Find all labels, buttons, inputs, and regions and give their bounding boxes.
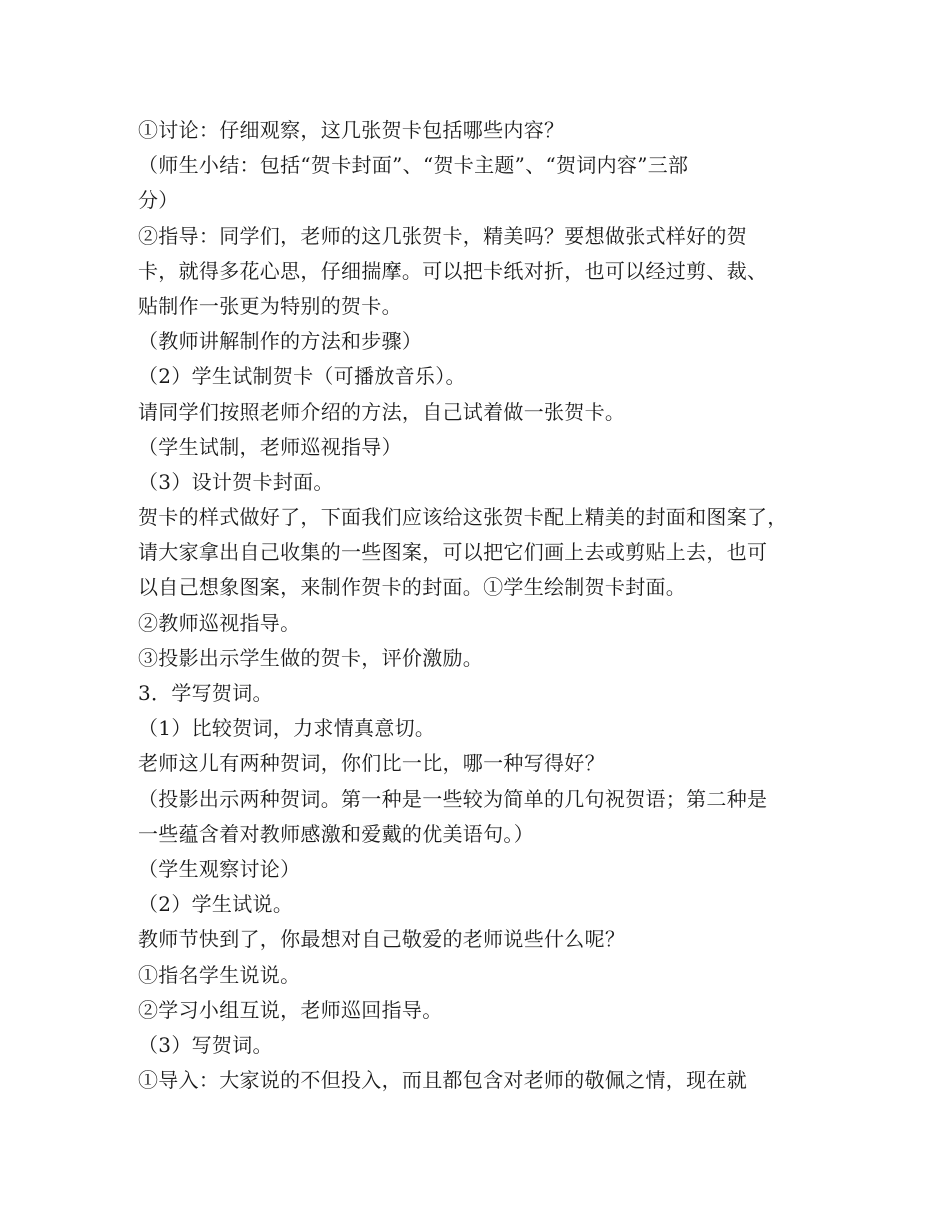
document-page (138, 113, 828, 1098)
text-line: 3．学写贺词。 (138, 681, 273, 705)
text-line: （学生试制，老师巡视指导） (138, 434, 402, 459)
text-line: 老师这儿有两种贺词，你们比一比，哪一种写得好？ (138, 751, 605, 776)
text-line: （师生小结：包括“贺卡封面”、“贺卡主题”、“贺词内容”三部 (138, 153, 689, 178)
text-line: ①导入：大家说的不但投入，而且都包含对老师的敬佩之情，现在就 (138, 1068, 747, 1093)
text-line: （2）学生试制贺卡（可播放音乐）。 (138, 364, 466, 389)
text-line: 一些蕴含着对教师感激和爱戴的优美语句。） (138, 821, 534, 846)
text-line: （学生观察讨论） (138, 856, 301, 881)
text-line: （教师讲解制作的方法和步骤） (138, 329, 423, 354)
text-line: （1）比较贺词，力求情真意切。 (138, 716, 436, 741)
text-line: 卡，就得多花心思，仔细揣摩。可以把卡纸对折，也可以经过剪、裁、 (138, 258, 768, 283)
text-line: （3）写贺词。 (138, 1032, 273, 1057)
text-line: 教师节快到了，你最想对自己敬爱的老师说些什么呢？ (138, 927, 626, 952)
text-line: ①指名学生说说。 (138, 962, 301, 987)
text-line: 请同学们按照老师介绍的方法，自己试着做一张贺卡。 (138, 399, 626, 424)
text-line: 分） (138, 188, 179, 213)
text-line: ②教师巡视指导。 (138, 610, 301, 635)
text-line: 请大家拿出自己收集的一些图案，可以把它们画上去或剪贴上去，也可 (138, 540, 768, 565)
text-line: ①讨论：仔细观察，这几张贺卡包括哪些内容？ (138, 118, 565, 142)
text-line: ②指导：同学们，老师的这几张贺卡，精美吗？要想做张式样好的贺 (138, 223, 747, 248)
text-line: 以自己想象图案，来制作贺卡的封面。①学生绘制贺卡封面。 (138, 575, 687, 600)
text-line: ③投影出示学生做的贺卡，评价激励。 (138, 645, 484, 670)
text-line: 贺卡的样式做好了，下面我们应该给这张贺卡配上精美的封面和图案了， (138, 505, 788, 530)
text-line: （3）设计贺卡封面。 (138, 469, 334, 494)
text-line: 贴制作一张更为特别的贺卡。 (138, 293, 402, 318)
text-line: （投影出示两种贺词。第一种是一些较为简单的几句祝贺语；第二种是 (138, 786, 768, 811)
text-line: （2）学生试说。 (138, 892, 294, 917)
text-line: ②学习小组互说，老师巡回指导。 (138, 997, 443, 1022)
